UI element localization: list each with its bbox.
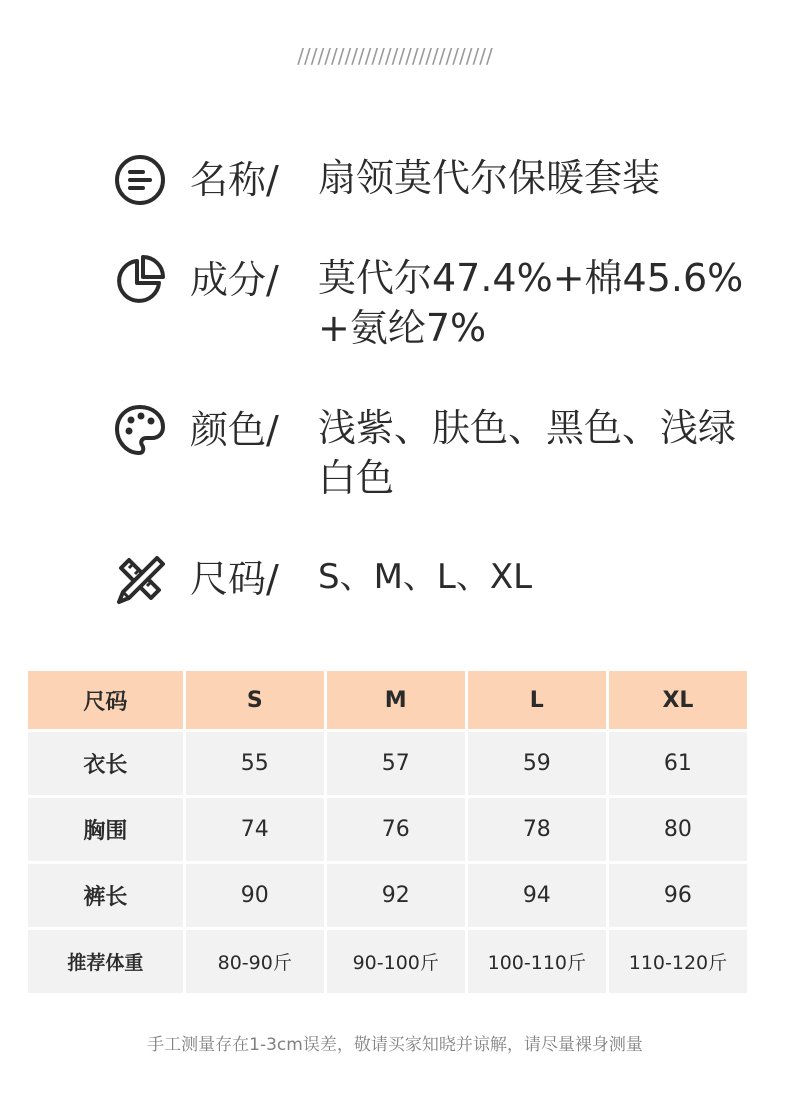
table-cell: 90-100斤: [327, 930, 465, 993]
table-cell: 78: [468, 798, 606, 861]
table-row: [28, 864, 747, 927]
palette-icon: [113, 403, 167, 457]
table-cell: 57: [327, 732, 465, 795]
ruler-pencil-icon: [113, 552, 167, 606]
table-cell: 61: [609, 732, 747, 795]
table-cell: 94: [468, 864, 606, 927]
table-cell: 55: [186, 732, 324, 795]
name-label: 名称/: [190, 158, 279, 202]
table-cell: 90: [186, 864, 324, 927]
color-value: [318, 403, 768, 503]
table-row: [28, 798, 747, 861]
row-label: 衣长: [28, 732, 183, 795]
composition-label: 成分/: [190, 258, 279, 302]
table-cell: 96: [609, 864, 747, 927]
header-cell: L: [468, 671, 606, 729]
name-value: [318, 153, 768, 203]
pie-chart-icon: [113, 253, 167, 307]
name-value-line: 扇领莫代尔保暖套装: [318, 156, 661, 200]
header-cell: S: [186, 671, 324, 729]
table-cell: 80-90斤: [186, 930, 324, 993]
row-label: 胸围: [28, 798, 183, 861]
table-cell: 74: [186, 798, 324, 861]
composition-value-line-1: 莫代尔47.4%+棉45.6%: [318, 256, 744, 300]
table-cell: 110-120斤: [609, 930, 747, 993]
table-row: [28, 732, 747, 795]
color-label: 颜色/: [190, 408, 279, 452]
table-cell: 59: [468, 732, 606, 795]
size-label: 尺码/: [190, 557, 279, 601]
list-circle-icon: [113, 153, 167, 207]
composition-value-line-2: +氨纶7%: [318, 306, 487, 350]
size-value: [318, 552, 768, 602]
size-table-header-row: [28, 671, 747, 729]
color-value-line-1: 浅紫、肤色、黑色、浅绿: [318, 406, 737, 450]
size-value-line: S、M、L、XL: [318, 557, 533, 597]
header-cell: M: [327, 671, 465, 729]
measurement-note: 手工测量存在1-3cm误差，敬请买家知晓并谅解，请尽量裸身测量: [147, 1035, 643, 1055]
table-cell: 92: [327, 864, 465, 927]
header-cell: 尺码: [28, 671, 183, 729]
row-label: 裤长: [28, 864, 183, 927]
row-label: 推荐体重: [28, 930, 183, 993]
table-row: [28, 930, 747, 993]
color-value-line-2: 白色: [318, 456, 395, 500]
table-cell: 80: [609, 798, 747, 861]
size-table: [25, 668, 750, 996]
table-cell: 100-110斤: [468, 930, 606, 993]
decorative-slashes: /////////////////////////////: [297, 44, 493, 68]
header-cell: XL: [609, 671, 747, 729]
composition-value: [318, 253, 768, 353]
table-cell: 76: [327, 798, 465, 861]
